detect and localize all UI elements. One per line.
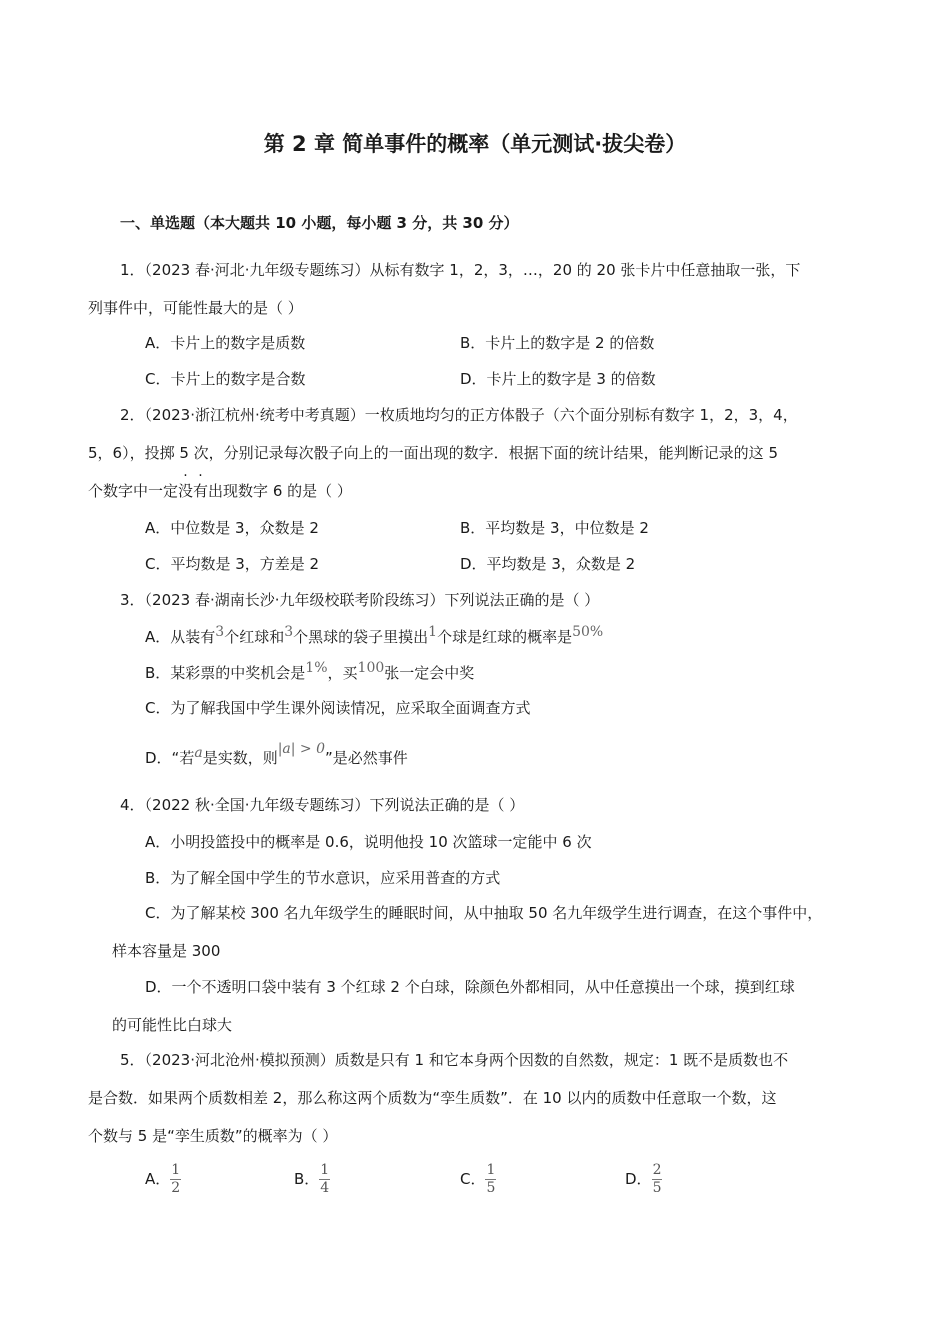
math-percent: 1% [305,660,328,676]
q4-option-c-line2: 样本容量是 300 [112,942,221,960]
option-label: D． [625,1170,652,1188]
math-expression: |a| > 0 [277,741,326,757]
fraction [319,1162,330,1197]
math-variable: a [194,745,203,761]
q2-stem-line2: 5，6），投掷 5 次，分别记录每次骰子向上的一面出现的数字．根据下面的统计结果，能判断记录的这 5 [88,444,778,462]
q4-option-a: A．小明投篮投中的概率是 0.6，说明他投 10 次篮球一定能中 6 次 [145,833,592,851]
q1-option-d: D．卡片上的数字是 3 的倍数 [460,370,656,388]
fraction-denominator: 5 [652,1180,662,1196]
q3-stem: 3．（2023 春·湖南长沙·九年级校联考阶段练习）下列说法正确的是（ ） [120,591,600,609]
text: A．从装有 [145,628,216,646]
q3-option-b [145,660,475,684]
emphasis-char: 有 [193,482,209,500]
q5-stem-line3: 个数与 5 是“孪生质数”的概率为（ ） [88,1127,338,1145]
fraction [652,1162,663,1197]
fraction [485,1162,496,1197]
text: ，买 [327,664,358,682]
fraction-numerator: 2 [652,1162,662,1178]
q2-option-b: B．平均数是 3，中位数是 2 [460,519,649,537]
q1-stem-line2: 列事件中，可能性最大的是（ ） [88,299,303,317]
q5-option-d [625,1162,662,1197]
text: 个红球和 [224,628,285,646]
text: 是实数，则 [202,749,278,767]
fraction-denominator: 4 [320,1180,330,1196]
q2-stem-line1: 2．（2023·浙江杭州·统考中考真题）一枚质地均匀的正方体骰子（六个面分别标有数字 1，2，3，4， [120,406,798,424]
fraction-denominator: 5 [486,1180,496,1196]
page-title: 第 2 章 简单事件的概率（单元测试·拔尖卷） [263,132,687,156]
q4-option-b: B．为了解全国中学生的节水意识，应采用普查的方式 [145,869,501,887]
q2-option-c: C．平均数是 3，方差是 2 [145,555,320,573]
text: ”是必然事件 [325,749,408,767]
q1-stem-line1: 1．（2023 春·河北·九年级专题练习）从标有数字 1，2，3，…，20 的 20 张卡片中任意抽取一张，下 [120,261,801,279]
q5-option-b [294,1162,330,1197]
math-number: 3 [284,624,294,640]
text: 个黑球的袋子里摸出 [293,628,429,646]
q3-option-c: C．为了解我国中学生课外阅读情况，应采取全面调查方式 [145,699,531,717]
section-heading: 一、单选题（本大题共 10 小题，每小题 3 分，共 30 分） [120,214,519,232]
option-label: C． [460,1170,486,1188]
emphasis-char: 没 [178,482,194,500]
q1-option-a: A．卡片上的数字是质数 [145,334,306,352]
q2-option-a: A．中位数是 3，众数是 2 [145,519,319,537]
q5-option-c [460,1162,496,1197]
q1-option-c: C．卡片上的数字是合数 [145,370,306,388]
fraction-denominator: 2 [171,1180,181,1196]
q5-stem-line2: 是合数．如果两个质数相差 2，那么称这两个质数为“孪生质数”．在 10 以内的质数中任意取一个数，这 [88,1089,777,1107]
fraction-numerator: 1 [171,1162,181,1178]
fraction-numerator: 1 [486,1162,496,1178]
q3-option-d [145,741,408,769]
option-label: B． [294,1170,320,1188]
math-number: 100 [357,660,385,676]
q5-stem-line1: 5．（2023·河北沧州·模拟预测）质数是只有 1 和它本身两个因数的自然数，规定：1 既不是质数也不 [120,1051,789,1069]
q2-option-d: D．平均数是 3，众数是 2 [460,555,636,573]
text: 个球是红球的概率是 [437,628,573,646]
math-number: 1 [428,624,438,640]
q5-option-a [145,1162,181,1197]
q4-option-d-line1: D．一个不透明口袋中装有 3 个红球 2 个白球，除颜色外都相同，从中任意摸出一个球，摸到红球 [145,978,795,996]
option-label: A． [145,1170,171,1188]
fraction-numerator: 1 [320,1162,330,1178]
q2-stem-text: 个数字中一定 [88,482,179,500]
q2-stem-line3 [88,481,352,501]
q1-option-b: B．卡片上的数字是 2 的倍数 [460,334,655,352]
fraction [170,1162,181,1197]
text: B．某彩票的中奖机会是 [145,664,306,682]
math-number: 3 [215,624,225,640]
q4-option-c-line1: C．为了解某校 300 名九年级学生的睡眠时间，从中抽取 50 名九年级学生进行调查，在这个事件中， [145,904,823,922]
q4-stem: 4．（2022 秋·全国·九年级专题练习）下列说法正确的是（ ） [120,796,525,814]
q3-option-a [145,624,604,648]
math-percent: 50% [572,624,604,640]
q4-option-d-line2: 的可能性比白球大 [112,1016,233,1034]
text: 张一定会中奖 [384,664,475,682]
q2-stem-text: 出现数字 6 的是（ ） [208,482,352,500]
text: D．“若 [145,749,195,767]
